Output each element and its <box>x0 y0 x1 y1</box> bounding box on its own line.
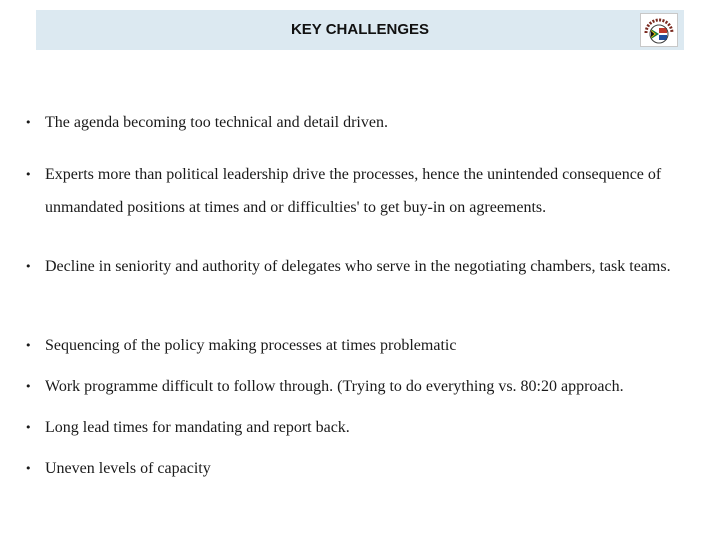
list-item-text: Long lead times for mandating and report back. <box>45 419 350 436</box>
bullet-icon: • <box>25 116 32 129</box>
list-item-text: The agenda becoming too technical and detail driven. <box>45 114 388 131</box>
bullet-icon: • <box>25 260 32 273</box>
page-title-label: KEY CHALLENGES <box>290 21 430 38</box>
bullet-icon: • <box>25 421 32 434</box>
bullet-icon: • <box>25 339 32 352</box>
bullet-icon: • <box>25 380 32 393</box>
list-item-text: Uneven levels of capacity <box>45 460 211 477</box>
list-item-text: Work programme difficult to follow through. (Trying to do everything vs. 80:20 approach. <box>45 378 624 395</box>
bullet-icon: • <box>25 462 32 475</box>
bullet-icon: • <box>25 168 32 181</box>
list-item-text: Decline in seniority and authority of delegates who serve in the negotiating chambers, task teams. <box>45 258 671 275</box>
list-item-text: Sequencing of the policy making processes at times problematic <box>45 337 457 354</box>
list-item-text: Experts more than political leadership drive the processes, hence the unintended consequence of unmandated positions at times and or difficulties' to get buy-in on agreements. <box>45 166 662 216</box>
